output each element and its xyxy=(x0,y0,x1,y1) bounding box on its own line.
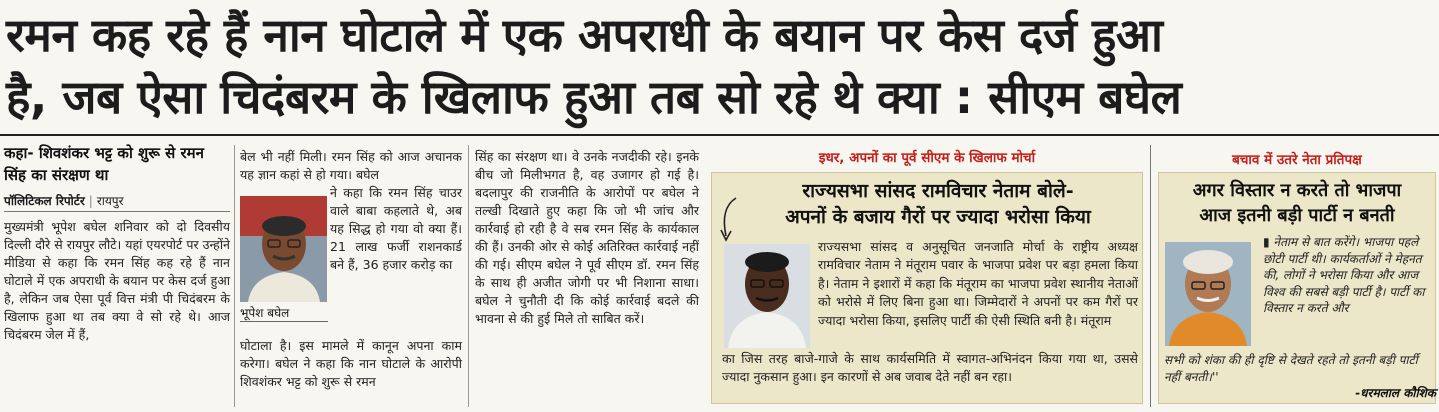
story-kicker: कहा- शिवशंकर भट्ट को शुरू से रमन सिंह का संरक्षण था xyxy=(4,144,204,184)
byline-city: रायपुर xyxy=(96,194,124,208)
story-column-2-top: बेल भी नहीं मिली। रमन सिंह को आज अचानक यह ज्ञान कहां से हो गया। बघेल xyxy=(240,149,462,182)
byline-separator: | xyxy=(88,194,93,208)
story-column-1: मुख्यमंत्री भूपेश बघेल शनिवार को दो दिवसीय दिल्ली दौरे से रायपुर लौटे। यहां एयरपोर्ट पर उन्होंने मीडिया से कहा कि रमन सिंह कह रहे हैं नान घोटाले में एक अपराधी के बयान पर केस दर्ज हुआ है, लेकिन जब ऐसा पूर्व वित्त मंत्री पी चिदंबरम के खिलाफ हुआ था तब क्या वे सो रहे थे। आज चिदंबरम जेल में हैं, xyxy=(4,219,230,342)
story-column-2-bottom: घोटाला है। इस मामले में कानून अपना काम करेगा। बघेल ने कहा कि नान घोटाले के आरोपी शिवशंकर भट्ट को शुरू से रमन xyxy=(240,338,462,389)
box-right-quote-side: ▮ नेताम से बात करेंगे। भाजपा पहले छोटी पार्टी थी। कार्यकर्ताओं ने मेहनत की, लोगों ने भरोसा किया और आज विश्व की सबसे बड़ी पार्टी है। पार्टी का विस्तार न करते और xyxy=(1263,235,1425,315)
box-right-headline xyxy=(1160,178,1434,228)
bhupesh-baghel-photo xyxy=(240,196,327,302)
column-divider xyxy=(234,145,235,407)
box-right-quote-bottom: सभी को शंका की ही दृष्टि से देखते रहते तो इतनी बड़ी पार्टी नहीं बनती।'' xyxy=(1164,353,1418,384)
photo-caption: भूपेश बघेल xyxy=(240,304,328,322)
dharamlal-kaushik-photo xyxy=(1165,242,1251,346)
headline-rule xyxy=(0,134,1439,136)
box-left-headline-line-2: अपनों के बजाय गैरों पर ज्यादा भरोसा किया xyxy=(785,206,1091,228)
curved-arrow-icon xyxy=(718,196,740,246)
byline-reporter: पॉलिटिकल रिपोर्टर xyxy=(4,194,85,208)
portrait-image xyxy=(240,196,327,302)
column-divider xyxy=(1150,145,1151,407)
portrait-image xyxy=(724,244,810,348)
box-right-signature: -धरमलाल कौशिक xyxy=(1355,386,1436,400)
byline xyxy=(4,192,230,212)
box-right-headline-line-1: अगर विस्तार न करते तो भाजपा xyxy=(1192,180,1402,201)
box-left-label: इधर, अपनों का पूर्व सीएम के खिलाफ मोर्चा xyxy=(818,150,1036,166)
box-right-headline-line-2: आज इतनी बड़ी पार्टी न बनती xyxy=(1199,205,1395,226)
box-left-headline-line-1: राज्यसभा सांसद रामविचार नेताम बोले- xyxy=(802,180,1074,202)
headline-line-1: रमन कह रहे हैं नान घोटाले में एक अपराधी के बयान पर केस दर्ज हुआ xyxy=(6,8,1163,62)
column-divider xyxy=(468,145,469,407)
box-left-body-bottom: का जिस तरह बाजे-गाजे के साथ कार्यसमिति में स्वागत-अभिनंदन किया गया था, उससे ज्यादा नुकसान हुआ। इन कारणों से अब जवाब देते नहीं बन रहा। xyxy=(722,351,1138,385)
headline xyxy=(6,4,1434,128)
box-left-body-side: राज्यसभा सांसद व अनुसूचित जनजाति मोर्चा के राष्ट्रीय अध्यक्ष रामविचार नेताम ने मंतूराम पवार के भाजपा प्रवेश पर बड़ा हमला किया है। नेताम ने इशारों में कहा कि मंतूराम का भाजपा प्रवेश स्थानीय नेताओं को भरोसे में लिए बिना हुआ था। जिम्मेदारों ने अपनों पर कम गैरों पर ज्यादा भरोसा किया, इसलिए पार्टी की ऐसी स्थिति बनी है। मंतूराम xyxy=(818,239,1138,328)
story-column-2-side: ने कहा कि रमन सिंह चाउर वाले बाबा कहलाते थे, अब यह सिद्ध हो गया वो क्या हैं। 21 लाख फर्जी राशनकार्ड बने हैं, 36 हजार करोड़ का xyxy=(330,185,462,272)
story-column-3: सिंह का संरक्षण था। वे उनके नजदीकी रहे। इनके बीच जो मिलीभगत है, वह उजागर हो गई है। बदलापुर की राजनीति के आरोपों पर बघेल ने तल्खी दिखाते हुए कहा कि जो भी जांच और कार्रवाई हो रही है वे सब रमन सिंह के कार्यकाल की हैं। उनकी ओर से कोई अतिरिक्त कार्रवाई नहीं की गई। सीएम बघेल ने पूर्व सीएम डॉ. रमन सिंह के साथ ही अजीत जोगी पर भी निशाना साधा। बघेल ने चुनौती दी कि कोई कार्रवाई बदले की भावना से की हुई मिले तो साबित करें। xyxy=(475,149,699,326)
portrait-image xyxy=(1165,242,1251,346)
box-left-headline xyxy=(733,178,1143,230)
headline-line-2: है, जब ऐसा चिदंबरम के खिलाफ हुआ तब सो रहे थे क्या : सीएम बघेल xyxy=(6,70,1182,124)
box-right-label: बचाव में उतरे नेता प्रतिपक्ष xyxy=(1232,152,1362,168)
ramvichar-netam-photo xyxy=(724,244,810,348)
